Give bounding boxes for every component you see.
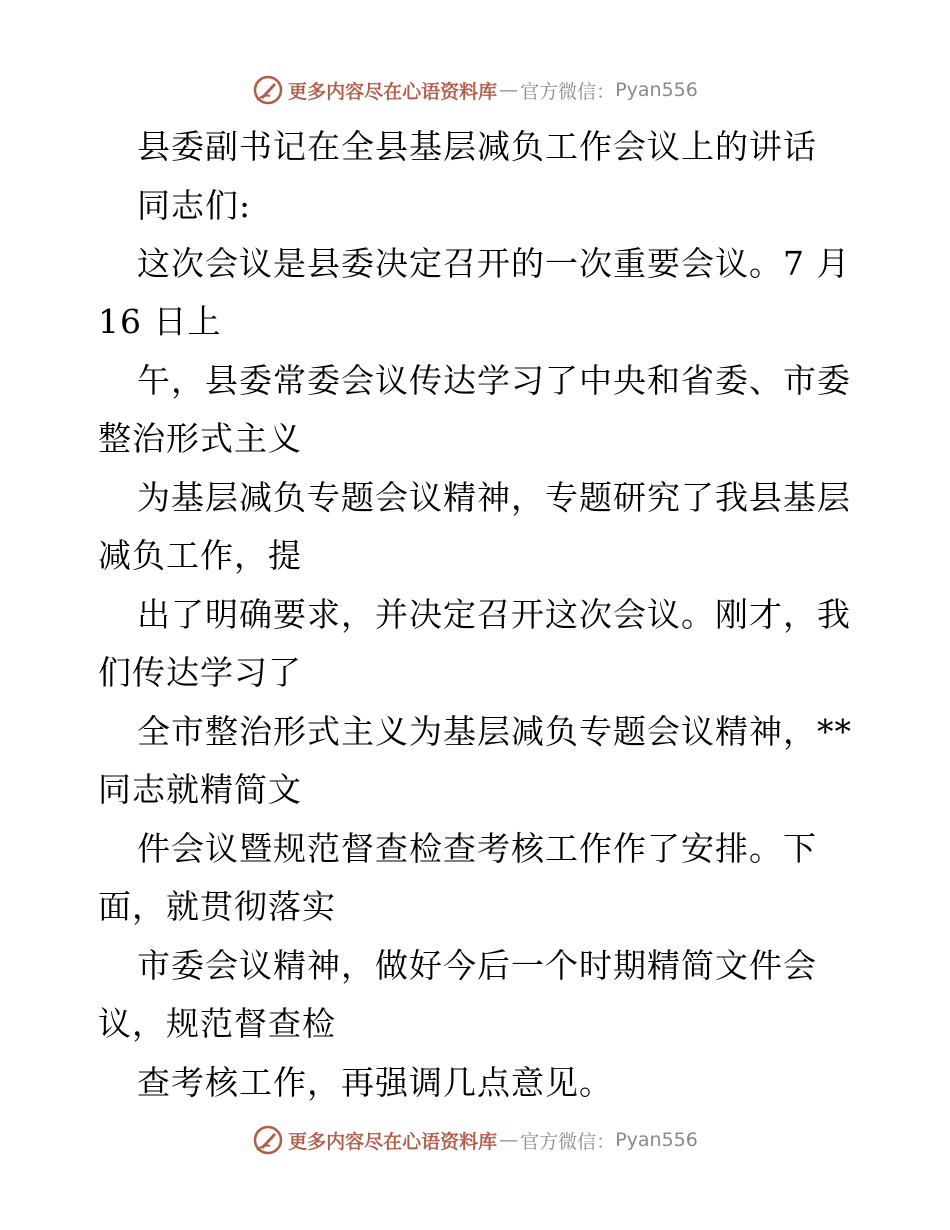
body-line: 整治形式主义 [98,419,302,458]
body-line: 件会议暨规范督查检查考核工作作了安排。下 [137,829,817,868]
body-line: 16 日上 [98,302,222,341]
body-line: 同志就精简文 [98,770,302,809]
body-line: 出了明确要求，并决定召开这次会议。刚才，我 [137,595,851,634]
quill-logo-icon [252,74,284,106]
banner-wechat-label: 官方微信： [520,1130,616,1153]
body-line: 这次会议是县委决定召开的一次重要会议。7 月 [137,244,851,283]
body-line: 市委会议精神，做好今后一个时期精简文件会 [137,946,817,985]
salutation: 同志们: [137,186,252,225]
banner-title: 更多内容尽在心语资料库 [288,80,498,103]
body-line: 全市整治形式主义为基层减负专题会议精神，** [137,712,852,751]
footer-banner [0,1120,950,1160]
banner-wechat-label: 官方微信： [520,80,616,103]
document-title: 县委副书记在全县基层减负工作会议上的讲话 [137,127,817,166]
body-line: 减负工作，提 [98,536,302,575]
banner-separator: — [499,1129,519,1151]
header-banner [0,70,950,110]
body-line: 面，就贯彻落实 [98,887,336,926]
banner-separator: — [499,79,519,101]
body-line: 们传达学习了 [98,653,302,692]
banner-title: 更多内容尽在心语资料库 [288,1130,498,1153]
body-line: 议，规范督查检 [98,1004,336,1043]
banner-wechat-id: Pyan556 [615,1129,698,1151]
body-line: 为基层减负专题会议精神，专题研究了我县基层 [137,478,851,517]
body-line: 查考核工作，再强调几点意见。 [137,1063,613,1102]
quill-logo-icon [252,1124,284,1156]
banner-wechat-id: Pyan556 [615,79,698,101]
body-line: 午，县委常委会议传达学习了中央和省委、市委 [137,361,851,400]
